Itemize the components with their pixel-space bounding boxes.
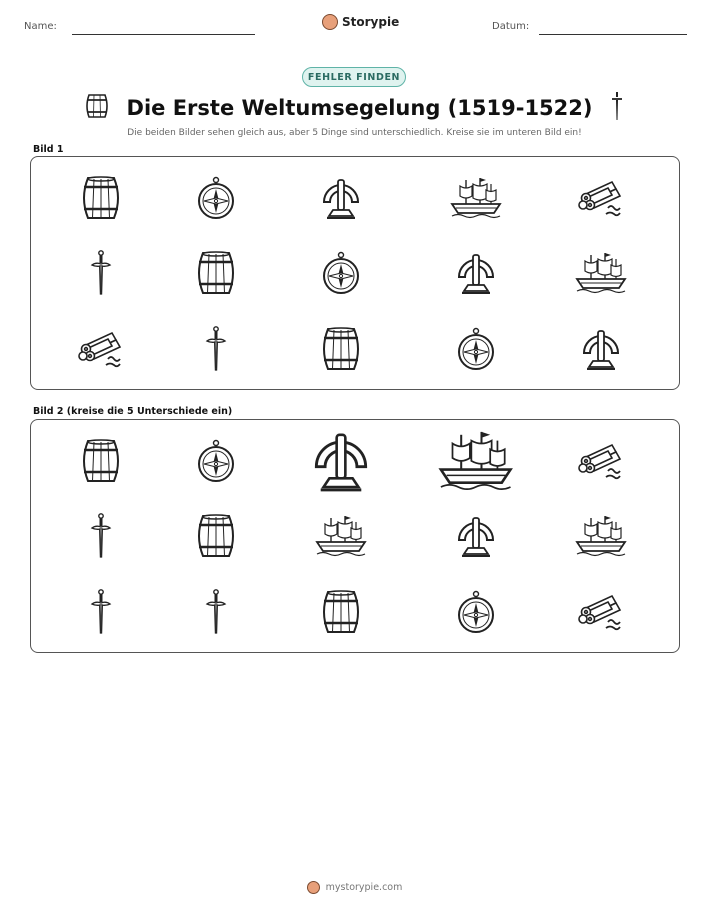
barrel-icon	[181, 242, 251, 304]
barrel-icon	[306, 318, 376, 380]
ship-icon[interactable]	[441, 430, 511, 492]
storypie-mascot-icon	[322, 14, 338, 30]
compass-icon	[306, 242, 376, 304]
barrel-icon[interactable]	[181, 505, 251, 567]
barrel-icon	[85, 92, 109, 124]
barrel-icon	[66, 167, 136, 229]
compass-icon[interactable]	[441, 581, 511, 643]
ship-icon	[566, 242, 636, 304]
astrolabe-icon	[566, 318, 636, 380]
logs-icon[interactable]	[566, 581, 636, 643]
sword-icon[interactable]	[181, 581, 251, 643]
barrel-icon[interactable]	[66, 430, 136, 492]
sword-icon[interactable]	[66, 581, 136, 643]
instructions: Die beiden Bilder sehen gleich aus, aber 5 Dinge sind unterschiedlich. Kreise sie im unteren Bild ein!	[127, 128, 582, 138]
footer	[0, 881, 709, 894]
bild2-panel[interactable]	[30, 419, 680, 653]
title-row	[0, 91, 709, 125]
footer-url[interactable]: mystorypie.com	[325, 882, 403, 893]
date-label: Datum:	[492, 21, 530, 32]
sword-icon[interactable]	[66, 505, 136, 567]
compass-icon[interactable]	[181, 430, 251, 492]
logs-icon	[66, 318, 136, 380]
name-line[interactable]	[72, 34, 255, 35]
bild1-label: Bild 1	[33, 144, 64, 155]
bild2-label: Bild 2 (kreise die 5 Unterschiede ein)	[33, 406, 233, 417]
astrolabe-icon[interactable]	[306, 430, 376, 492]
brand-logo	[322, 14, 399, 30]
compass-icon	[181, 167, 251, 229]
bild1-panel	[30, 156, 680, 390]
ship-icon[interactable]	[566, 505, 636, 567]
compass-icon	[441, 318, 511, 380]
logs-icon	[566, 167, 636, 229]
activity-badge: FEHLER FINDEN	[302, 67, 406, 87]
logs-icon[interactable]	[566, 430, 636, 492]
sword-icon	[610, 91, 624, 125]
name-label: Name:	[24, 21, 57, 32]
barrel-icon[interactable]	[306, 581, 376, 643]
brand-name: Storypie	[342, 15, 400, 29]
ship-icon	[441, 167, 511, 229]
sword-icon	[181, 318, 251, 380]
page-title: Die Erste Weltumsegelung (1519-1522)	[126, 96, 593, 120]
astrolabe-icon[interactable]	[441, 505, 511, 567]
astrolabe-icon	[441, 242, 511, 304]
storypie-mascot-icon	[307, 881, 320, 894]
date-line[interactable]	[539, 34, 687, 35]
ship-icon[interactable]	[306, 505, 376, 567]
astrolabe-icon	[306, 167, 376, 229]
sword-icon	[66, 242, 136, 304]
